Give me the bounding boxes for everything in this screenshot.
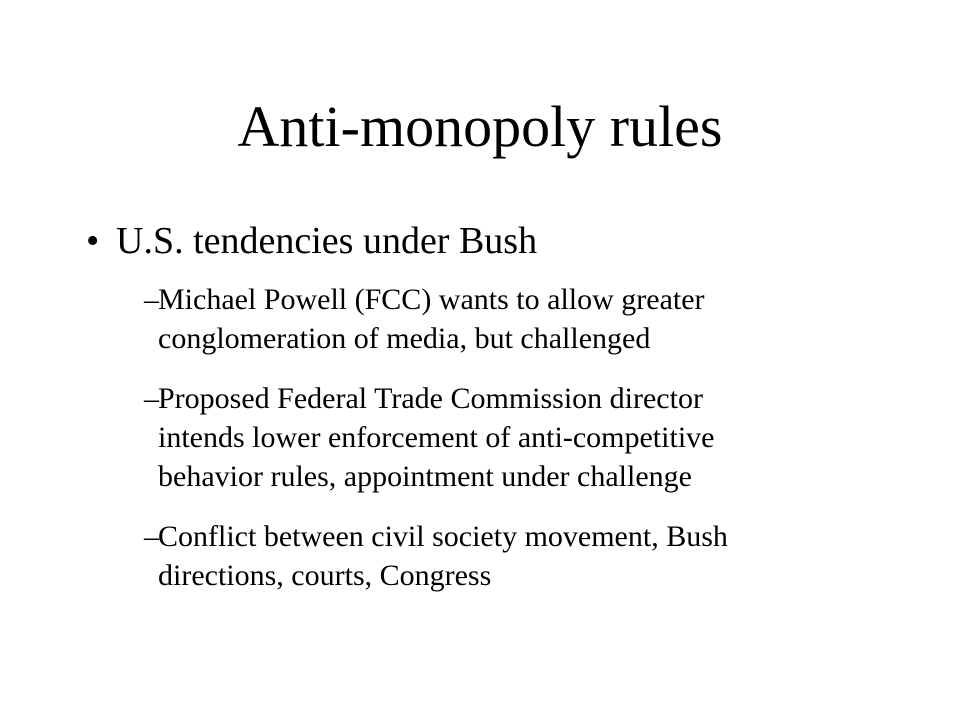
sub-item-text: Proposed Federal Trade Commission director intends lower enforcement of anti-competitive behavior rules, appointment under challenge: [158, 382, 715, 493]
bullet-marker: •: [86, 220, 100, 262]
slide-title: Anti-monopoly rules: [237, 94, 723, 159]
dash-marker: –: [144, 382, 159, 415]
bullet-item: [86, 218, 537, 264]
dash-marker: –: [144, 283, 159, 316]
sub-item-text: Conflict between civil society movement, Bush directions, courts, Congress: [158, 520, 728, 592]
bullet-text: U.S. tendencies under Bush: [116, 220, 538, 262]
sub-item-text: Michael Powell (FCC) wants to allow greater conglomeration of media, but challenged: [158, 283, 705, 355]
sub-item: [120, 379, 880, 496]
dash-marker: –: [144, 520, 159, 553]
sub-item: [120, 517, 880, 595]
sub-item: [120, 280, 880, 358]
